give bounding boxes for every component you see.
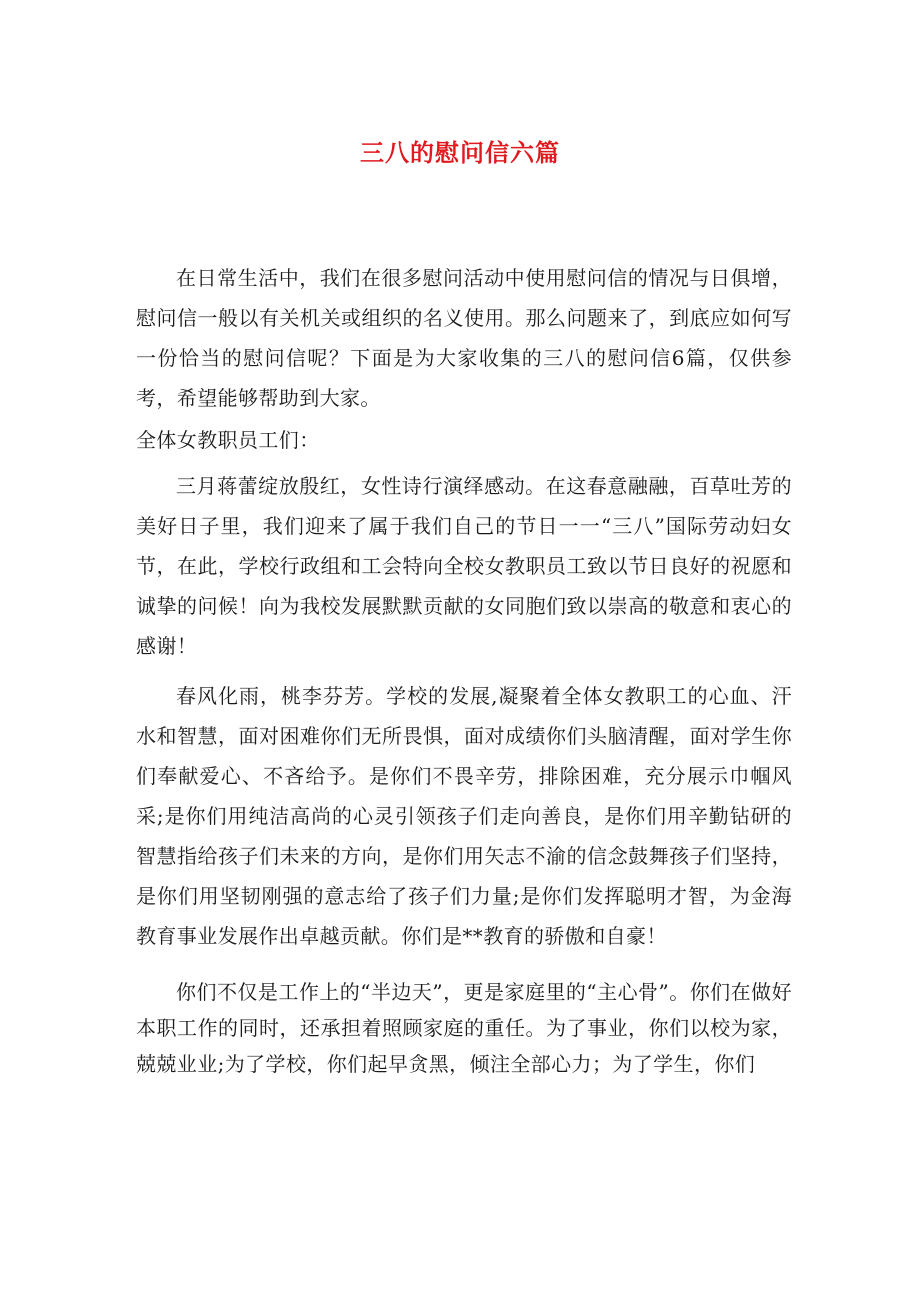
salutation: 全体女教职员工们： (136, 428, 320, 452)
body-paragraph: 春风化雨，桃李芬芳。学校的发展,凝聚着全体女教职工的心血、汗水和智慧，面对困难你们无所畏惧，面对成绩你们头脑清醒，面对学生你们奉献爱心、不吝给予。是你们不畏辛劳，排除困难，充分展示巾帼风采;是你们用纯洁高尚的心灵引领孩子们走向善良，是你们用辛勤钻研的智慧指给孩子们未来的方向，是你们用矢志不渝的信念鼓舞孩子们坚持，是你们用坚韧刚强的意志给了孩子们力量;是你们发挥聪明才智，为金海教育事业发展作出卓越贡献。你们是**教育的骄傲和自豪！ (136, 684, 792, 948)
body-paragraph: 你们不仅是工作上的“半边天”，更是家庭里的“主心骨”。你们在做好本职工作的同时，还承担着照顾家庭的重任。为了事业，你们以校为家，兢兢业业;为了学校，你们起早贪黑，倾注全部心力；为了学生，你们 (136, 980, 792, 1076)
document-title: 三八的慰问信六篇 (360, 138, 560, 168)
body-paragraph: 三月蒋蕾绽放殷红，女性诗行演绎感动。在这春意融融，百草吐芳的美好日子里，我们迎来了属于我们自己的节日一一“三八”国际劳动妇女节，在此，学校行政组和工会特向全校女教职员工致以节日良好的祝愿和诚挚的问候！向为我校发展默默贡献的女同胞们致以崇高的敬意和衷心的感谢！ (136, 474, 792, 658)
document-body (136, 258, 792, 1082)
intro-paragraph: 在日常生活中，我们在很多慰问活动中使用慰问信的情况与日俱增，慰问信一般以有关机关或组织的名义使用。那么问题来了，到底应如何写一份恰当的慰问信呢？下面是为大家收集的三八的慰问信6篇，仅供参考，希望能够帮助到大家。 (136, 266, 792, 410)
